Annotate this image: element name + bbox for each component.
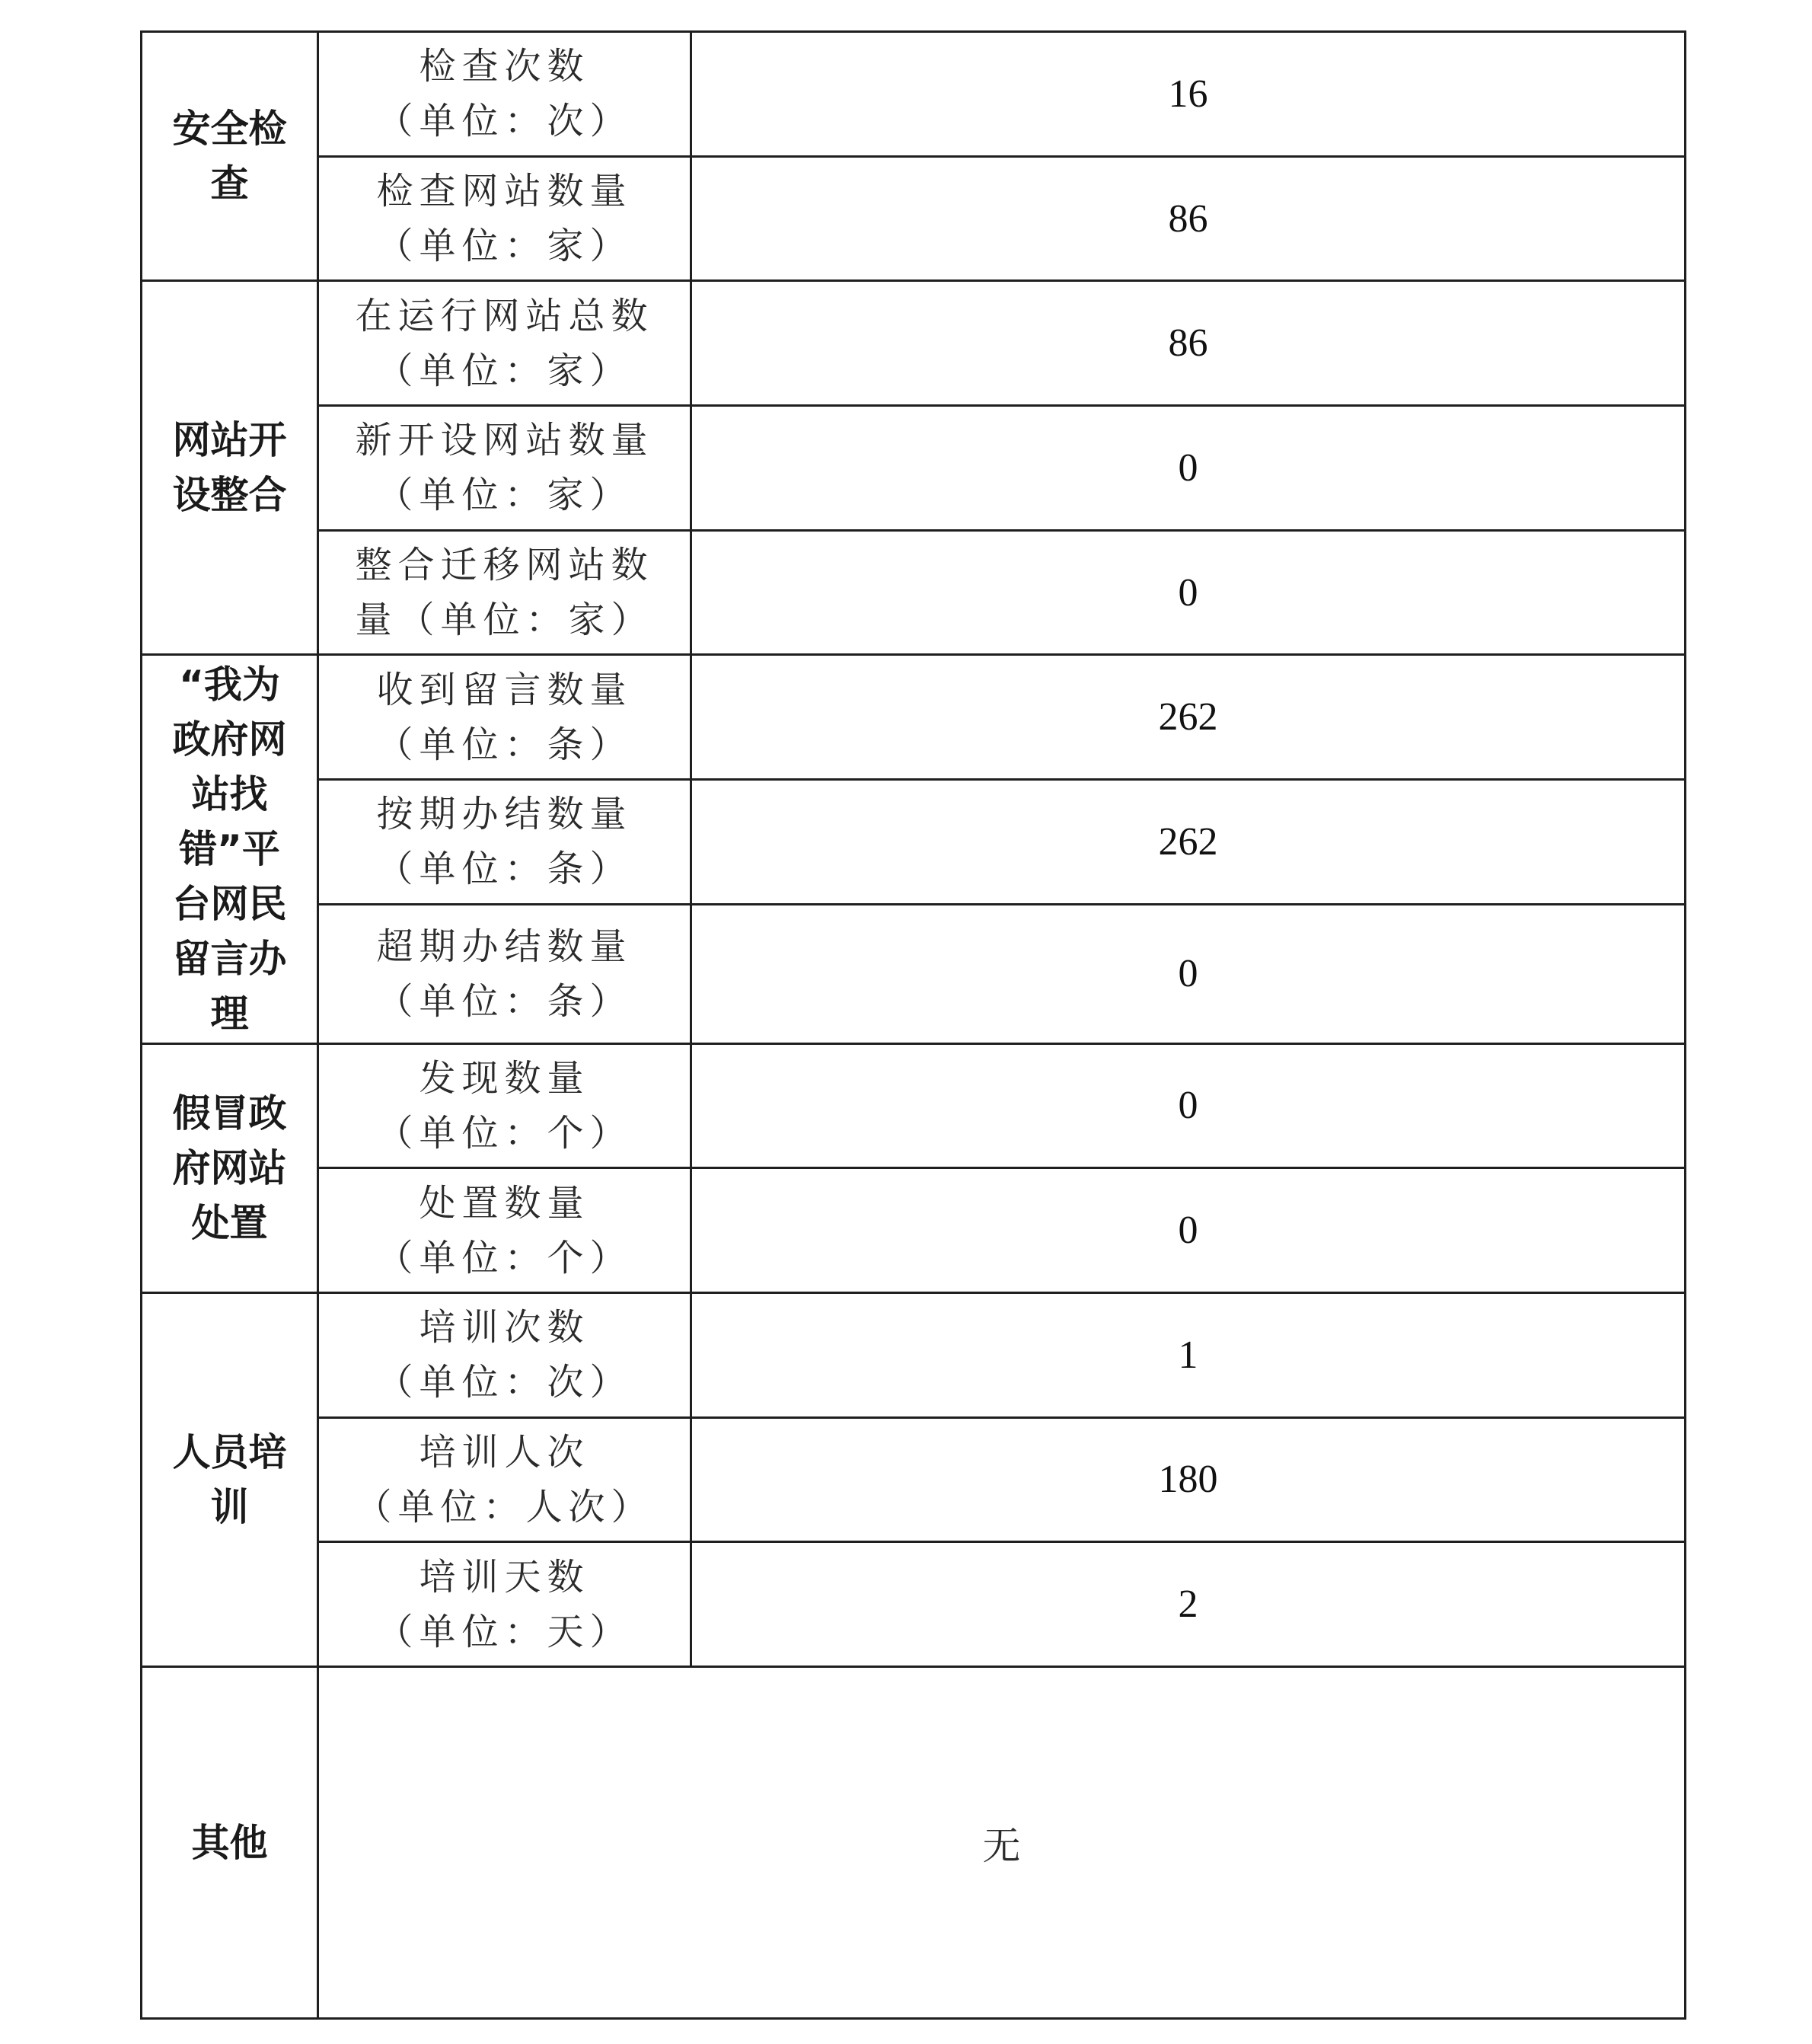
value-cell: 0 [691, 1168, 1686, 1293]
value-cell: 1 [691, 1292, 1686, 1417]
category-cell-other: 其他 [142, 1667, 318, 2019]
table-row [142, 406, 1686, 531]
item-label-cell: 新开设网站数量 （单位：家） [318, 406, 691, 531]
item-label-cell: 培训次数 （单位：次） [318, 1292, 691, 1417]
value-cell: 0 [691, 904, 1686, 1043]
value-cell: 0 [691, 530, 1686, 655]
item-label-cell: 在运行网站总数 （单位：家） [318, 281, 691, 406]
item-label-cell: 检查网站数量 （单位：家） [318, 156, 691, 281]
item-label-cell: 收到留言数量 （单位：条） [318, 655, 691, 780]
value-cell: 16 [691, 32, 1686, 157]
category-cell-training: 人员培训 [142, 1292, 318, 1666]
table-row [142, 1667, 1686, 2019]
table-row [142, 1043, 1686, 1168]
table-row [142, 655, 1686, 780]
table-row [142, 1542, 1686, 1667]
value-cell: 86 [691, 156, 1686, 281]
category-cell-error-platform: “我为政府网站找错”平台网民留言办理 [142, 655, 318, 1043]
other-value-cell: 无 [318, 1667, 1686, 2019]
item-label-cell: 整合迁移网站数 量（单位：家） [318, 530, 691, 655]
category-cell-site-setup: 网站开设整合 [142, 281, 318, 655]
report-table [140, 30, 1686, 2020]
item-label-cell: 按期办结数量 （单位：条） [318, 780, 691, 905]
category-cell-counterfeit: 假冒政府网站处置 [142, 1043, 318, 1292]
value-cell: 0 [691, 406, 1686, 531]
item-label-cell: 培训人次 （单位：人次） [318, 1417, 691, 1542]
table-row [142, 1417, 1686, 1542]
value-cell: 262 [691, 780, 1686, 905]
item-label-cell: 检查次数 （单位：次） [318, 32, 691, 157]
value-cell: 2 [691, 1542, 1686, 1667]
table-row [142, 1292, 1686, 1417]
table-row [142, 156, 1686, 281]
value-cell: 0 [691, 1043, 1686, 1168]
item-label-cell: 发现数量 （单位：个） [318, 1043, 691, 1168]
item-label-cell: 超期办结数量 （单位：条） [318, 904, 691, 1043]
value-cell: 86 [691, 281, 1686, 406]
value-cell: 180 [691, 1417, 1686, 1542]
value-cell: 262 [691, 655, 1686, 780]
table-row [142, 904, 1686, 1043]
table-row [142, 780, 1686, 905]
item-label-cell: 处置数量 （单位：个） [318, 1168, 691, 1293]
table-row [142, 281, 1686, 406]
category-cell-security: 安全检查 [142, 32, 318, 281]
table-row [142, 530, 1686, 655]
item-label-cell: 培训天数 （单位：天） [318, 1542, 691, 1667]
table-row [142, 32, 1686, 157]
table-row [142, 1168, 1686, 1293]
